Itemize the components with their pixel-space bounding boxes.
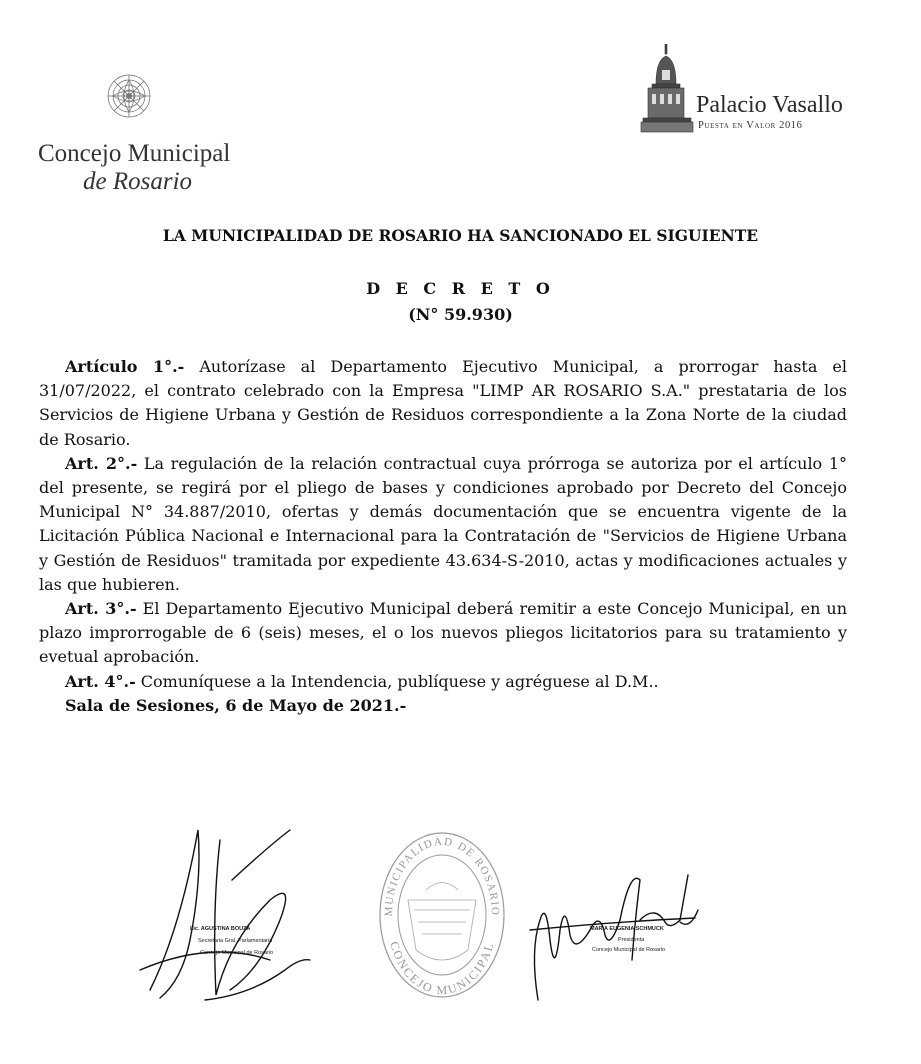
article-text: Autorízase al Departamento Ejecutivo Municipal, a prorrogar hasta el 31/07/2022, el contrato celebrado con la Empresa "LIMP AR ROSARIO S.A." prestataria de los Servicios de Higiene Urbana y Gestión de Residuos correspondiente a la Zona Norte de la ciudad de Rosario. bbox=[39, 357, 847, 449]
article-1 bbox=[39, 355, 847, 452]
signer-org-left: Concejo Municipal de Rosario bbox=[200, 950, 274, 956]
decree-number: (N° 59.930) bbox=[408, 305, 513, 324]
palacio-subtitle: Puesta en Valor 2016 bbox=[698, 120, 803, 131]
handwritten-signature-icon bbox=[520, 860, 720, 1010]
article-label: Art. 3°.- bbox=[65, 599, 137, 619]
sanction-heading: LA MUNICIPALIDAD DE ROSARIO HA SANCIONADO EL SIGUIENTE bbox=[162, 226, 759, 245]
article-text: Comuníquese a la Intendencia, publíquese y agréguese al D.M.. bbox=[135, 671, 659, 691]
palacio-dome-icon bbox=[638, 44, 696, 136]
signature-right bbox=[520, 860, 720, 1010]
session-date: Sala de Sesiones, 6 de Mayo de 2021.- bbox=[65, 695, 407, 715]
closing-line bbox=[39, 694, 847, 718]
seal-icon bbox=[378, 830, 506, 1000]
signature-left bbox=[120, 820, 340, 1010]
decree-title: D E C R E T O bbox=[366, 279, 555, 298]
article-2 bbox=[39, 452, 847, 597]
palacio-vasallo-logo bbox=[638, 44, 868, 140]
article-text: El Departamento Ejecutivo Municipal deberá remitir a este Concejo Municipal, en un plazo improrrogable de 6 (seis) meses, el o los nuevos pliegos licitatorios para su tratamiento y evetual aprobación. bbox=[39, 599, 847, 667]
signer-role-left: Secretaria Gral. Parlamentaria bbox=[198, 938, 273, 944]
seal-text-bottom: CONCEJO MUNICIPAL bbox=[387, 939, 497, 998]
signer-name-right: MARIA EUGENIA SCHMUCK bbox=[590, 926, 664, 932]
concejo-name-line1: Concejo Municipal bbox=[38, 140, 231, 167]
article-4 bbox=[39, 670, 847, 694]
concejo-name-line2: de Rosario bbox=[83, 168, 193, 195]
rosette-emblem-icon bbox=[106, 70, 152, 128]
concejo-municipal-logo bbox=[38, 68, 238, 198]
signer-role-right: Presidenta bbox=[618, 937, 645, 943]
article-label: Artículo 1°.- bbox=[65, 357, 185, 376]
signer-org-right: Concejo Municipal de Rosario bbox=[592, 947, 666, 953]
article-label: Art. 2°.- bbox=[65, 453, 138, 473]
article-text: La regulación de la relación contractual cuya prórroga se autoriza por el artículo 1° del presente, se regirá por el pliego de bases y condiciones aprobado por Decreto del Concejo Municipal N° 34.887/2010, ofertas y demás documentación que se encuentra vigente de la Licitación Pública Nacional e Internacional para la Contratación de "Servicios de Higiene Urbana y Gestión de Residuos" tramitada por expediente 43.634-S-2010, actas y modificaciones actuales y las que hubieren. bbox=[39, 453, 847, 594]
handwritten-signature-icon bbox=[120, 820, 340, 1010]
decree-body bbox=[39, 355, 847, 718]
article-3 bbox=[39, 597, 847, 670]
article-label: Art. 4°.- bbox=[65, 671, 136, 691]
municipal-seal bbox=[378, 830, 506, 1000]
svg-text:CONCEJO MUNICIPAL bbox=[387, 940, 496, 997]
seal-text-top: MUNICIPALIDAD DE ROSARIO bbox=[382, 835, 502, 917]
signer-name-left: Lic. AGUSTINA BOUZA bbox=[190, 926, 251, 932]
svg-text:MUNICIPALIDAD DE ROSARIO bbox=[383, 836, 501, 917]
palacio-title: Palacio Vasallo bbox=[696, 92, 843, 118]
